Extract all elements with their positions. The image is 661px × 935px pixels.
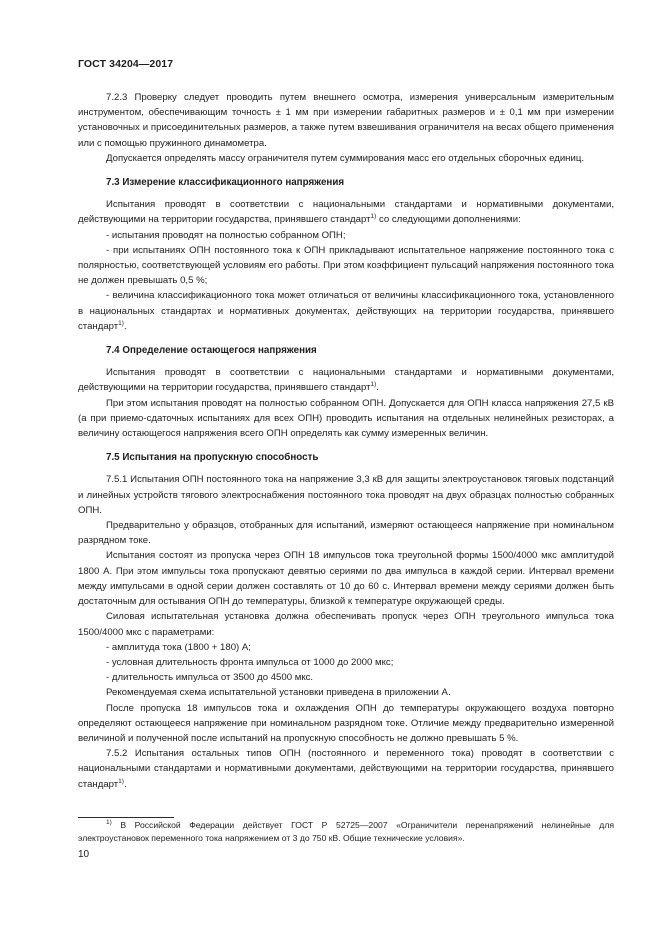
paragraph-7-5-1: 7.5.1 Испытания ОПН постоянного тока на напряжение 3,3 кВ для защиты электроустановок тяговых подстанций и линейных устройств тягового электроснабжения постоянного тока проводят на двух образцах полностью собранных ОПН. xyxy=(78,474,614,516)
paragraph-7-5-2: 7.5.2 Испытания остальных типов ОПН (постоянного и переменного тока) проводят в соответствии с национальными стандартами и нормативными документами, действующими на территории государства, принявшего стандарт$^{1)}$. xyxy=(78,748,614,790)
footnote-text: В Российской Федерации действует ГОСТ Р 52725—2007 «Ограничители перенапряжений нелинейные для электроустановок переменного тока напряжением от 3 до 750 кВ. Общие технические условия». xyxy=(78,820,614,843)
list-item: - при испытаниях ОПН постоянного тока к ОПН прикладывают испытательное напряжение постоянного тока с полярностью, соответствующей условиям его работы. При этом коэффициент пульсаций напряжения постоянного тока не должен превышать 0,5 %; xyxy=(78,244,614,287)
paragraph-7-5-1-f: После пропуска 18 импульсов тока и охлаждения ОПН до температуры окружающего воздуха повторно определяют остающееся напряжение при номинальном разрядном токе. Отличие между предварительно измеренной величиной и полученной после испытаний на пропускную способность не должно превышать 5 %. xyxy=(78,702,614,744)
paragraph-7-5-1-c: Испытания состоят из пропуска через ОПН 18 импульсов тока треугольной формы 1500/4000 мкс амплитудой 1800 А. При этом импульсы тока пропускают девятью сериями по два импульса в каждой серии. Интервал времени между импульсами в одной серии должен составлять от 10 до 60 с. Интервал времени между сериями должен быть достаточным для остывания ОПН до температуры, близкой к температуре окружающей среды. xyxy=(78,550,614,608)
heading-7-3: 7.3 Измерение классификационного напряжения xyxy=(106,177,345,189)
paragraph-7-3-intro: Испытания проводят в соответствии с национальными стандартами и нормативными документами, действующими на территории государства, принявшего стандарт$^{1)}$ со следующими дополнениями: xyxy=(78,199,614,226)
paragraph-7-4-intro: Испытания проводят в соответствии с национальными стандартами и нормативными документами, действующими на территории государства, принявшего стандарт$^{1)}$. xyxy=(78,367,614,394)
document-body xyxy=(78,90,614,792)
list-item: - длительность импульса от 3500 до 4500 мкс. xyxy=(106,672,314,684)
paragraph-7-5-1-b: Предварительно у образцов, отобранных для испытаний, измеряют остающееся напряжение при номинальном разрядном токе. xyxy=(78,520,614,547)
list-item: - условная длительность фронта импульса от 1000 до 2000 мкс; xyxy=(106,656,394,668)
footnote-marker: 1) xyxy=(106,819,112,826)
heading-7-5: 7.5 Испытания на пропускную способность xyxy=(106,452,319,464)
list-item: - амплитуда тока (1800 + 180) А; xyxy=(106,641,251,653)
paragraph-7-2-3: 7.2.3 Проверку следует проводить путем внешнего осмотра, измерения универсальным измерительным инструментом, обеспечивающим точность ± 1 мм при измерении габаритных размеров и ± 0,1 мм при измерении установочных и присоединительных размеров, а также путем взвешивания ограничителя на весах общего применения или с помощью пружинного динамометра. xyxy=(78,92,614,149)
footnote-ref: 1) xyxy=(118,319,124,327)
document-header: ГОСТ 34204—2017 xyxy=(78,58,174,70)
paragraph-7-4-body: При этом испытания проводят на полностью собранном ОПН. Допускается для ОПН класса напряжения 27,5 кВ (а при приемо-сдаточных испытаниях для всех ОПН) проводить испытания на отдельных нелинейных резисторах, а величину остающегося напряжения всего ОПН определять как сумму измеренных величин. xyxy=(78,397,614,440)
paragraph-7-5-1-e: Рекомендуемая схема испытательной установки приведена в приложении А. xyxy=(106,687,451,699)
page-number: 10 xyxy=(78,849,90,860)
footnote-divider xyxy=(78,817,174,818)
footnote xyxy=(78,819,614,845)
list-item: - величина классификационного тока может отличаться от величины классификационного тока, установленного в национальных стандартах и нормативных документах, действующих на территории государства, принявшего стандарт$^{1)}$. xyxy=(78,290,614,332)
list-item: - испытания проводят на полностью собранном ОПН; xyxy=(106,229,346,241)
footnote-ref: 1) xyxy=(118,777,124,785)
paragraph-7-5-1-d: Силовая испытательная установка должна обеспечивать пропуск через ОПН треугольного импульса тока 1500/4000 мкс с параметрами: xyxy=(78,611,614,638)
paragraph-mass: Допускается определять массу ограничителя путем суммирования масс его отдельных сборочных единиц. xyxy=(106,152,584,164)
heading-7-4: 7.4 Определение остающегося напряжения xyxy=(106,345,317,357)
footnote-ref: 1) xyxy=(370,381,377,389)
footnote-ref: 1) xyxy=(370,213,377,221)
